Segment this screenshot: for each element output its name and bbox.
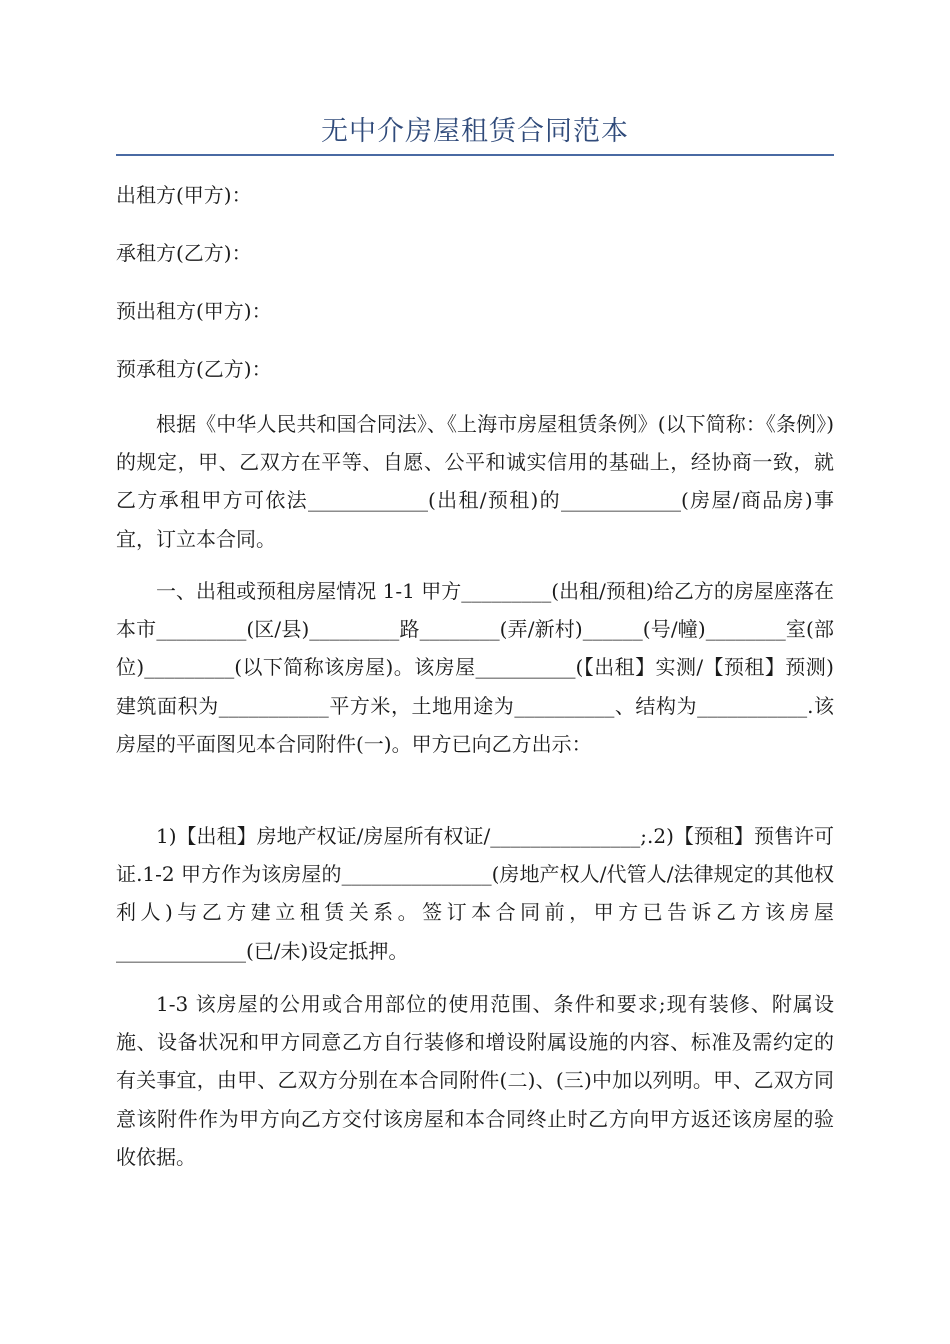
paragraph-section-1: 一、出租或预租房屋情况 1-1 甲方_________(出租/预租)给乙方的房屋座落在本市_________(区/县)_________路________(弄/新村)______(号/幢)________室(部位)_________(以下简称该房屋)。该房屋__________(【出租】实测/【预租】预测)建筑面积为___________平方米，土地用途为__________、结构为___________.该房屋的平面图见本合同附件(一)。甲方已向乙方出示： — [116, 579, 834, 756]
paragraph-section-1-2: 1)【出租】房地产权证/房屋所有权证/_______________;.2)【预租】预售许可证.1-2 甲方作为该房屋的_______________(房地产权人/代管人/法律规定的其他权利人)与乙方建立租赁关系。签订本合同前，甲方已告诉乙方该房屋_____________(已/未)设定抵押。 — [116, 824, 834, 963]
paragraph-section-1-3: 1-3 该房屋的公用或合用部位的使用范围、条件和要求;现有装修、附属设施、设备状况和甲方同意乙方自行装修和增设附属设施的内容、标准及需约定的有关事宜，由甲、乙双方分别在本合同附件(二)、(三)中加以列明。甲、乙双方同意该附件作为甲方向乙方交付该房屋和本合同终止时乙方向甲方返还该房屋的验收依据。 — [116, 992, 834, 1169]
party-lessor: 出租方(甲方)： — [116, 183, 252, 207]
party-lessee: 承租方(乙方)： — [116, 241, 252, 265]
title-underline — [116, 154, 834, 156]
document-title: 无中介房屋租赁合同范本 — [321, 116, 629, 147]
party-pre-lessor: 预出租方(甲方)： — [116, 299, 272, 323]
paragraph-preamble: 根据《中华人民共和国合同法》、《上海市房屋租赁条例》(以下简称：《条例》)的规定，甲、乙双方在平等、自愿、公平和诚实信用的基础上，经协商一致，就乙方承租甲方可依法____________(出租/预租)的____________(房屋/商品房)事宜，订立本合同。 — [116, 412, 834, 551]
party-pre-lessee: 预承租方(乙方)： — [116, 357, 272, 381]
